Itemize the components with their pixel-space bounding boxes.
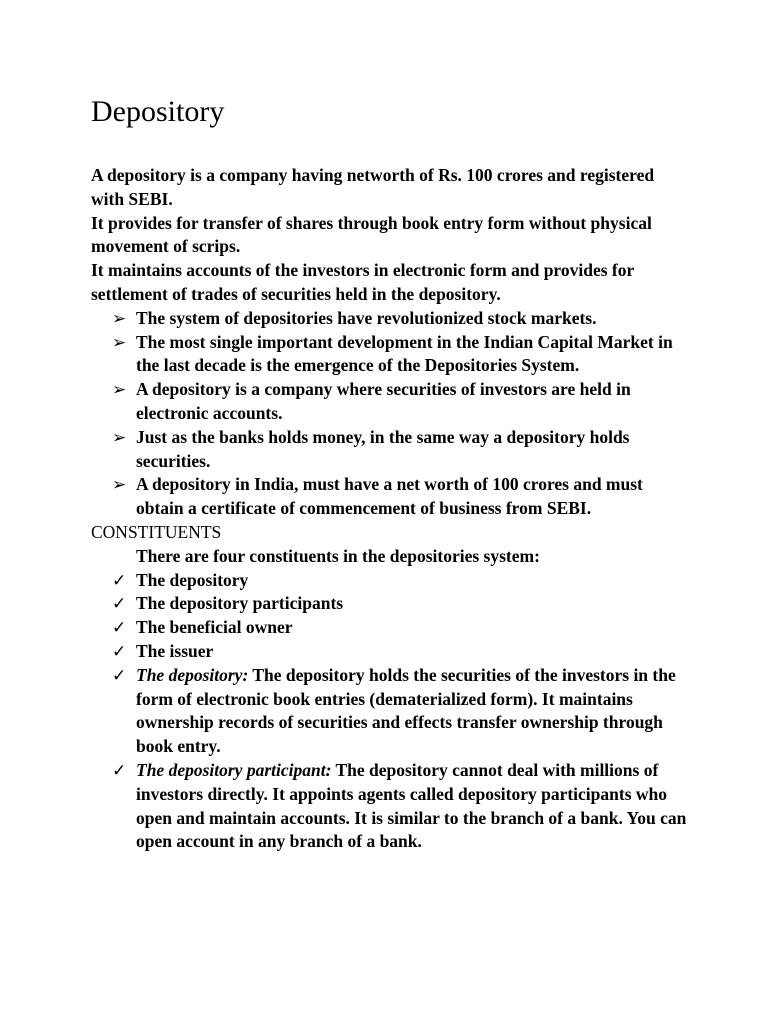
checkmark-bullet-icon: ✓ (112, 570, 127, 590)
arrow-bullet-list (91, 307, 691, 521)
list-item (91, 307, 691, 331)
list-item (91, 426, 691, 474)
list-item (91, 616, 691, 640)
check-bullet-list (91, 569, 691, 855)
arrowhead-bullet-icon: ➢ (112, 427, 127, 447)
paragraph: A depository is a company having networth of Rs. 100 crores and registered with SEBI. (91, 165, 655, 209)
list-item-text: The beneficial owner (136, 617, 293, 638)
paragraph: It maintains accounts of the investors in electronic form and provides for settlement of trades of securities held in the depository. (91, 260, 634, 304)
list-item-text: The most single important development in the Indian Capital Market in the last decade is the emergence of the Depositories System. (136, 331, 673, 376)
paragraph: It provides for transfer of shares through book entry form without physical movement of scrips. (91, 212, 652, 257)
list-item-text: The depository (136, 569, 249, 590)
section-heading: CONSTITUENTS (91, 521, 222, 542)
arrowhead-bullet-icon: ➢ (112, 380, 127, 400)
arrowhead-bullet-icon: ➢ (112, 308, 127, 328)
section-intro: There are four constituents in the depositories system: (136, 545, 540, 566)
list-item (91, 331, 691, 379)
arrowhead-bullet-icon: ➢ (112, 475, 127, 495)
list-item (91, 640, 691, 664)
page-title: Depository (91, 95, 225, 128)
list-item-text: A depository is a company where securities of investors are held in electronic accounts. (136, 379, 631, 423)
checkmark-bullet-icon: ✓ (112, 641, 127, 661)
arrowhead-bullet-icon: ➢ (112, 332, 127, 352)
definition-item (91, 759, 691, 854)
definition-text: The depository cannot deal with millions of investors directly. It appoints agents called depository participants who open and maintain accounts. It is similar to the branch of a bank. You can open account in any branch of a bank. (136, 759, 687, 852)
list-item-text: Just as the banks holds money, in the same way a depository holds securities. (136, 426, 630, 471)
list-item (91, 378, 691, 426)
definition-item (91, 664, 691, 759)
definition-term: The depository: (136, 664, 249, 685)
list-item-text: A depository in India, must have a net worth of 100 crores and must obtain a certificate of commencement of business from SEBI. (136, 474, 643, 519)
checkmark-bullet-icon: ✓ (112, 594, 127, 614)
list-item-text: The depository participants (136, 593, 344, 614)
list-item (91, 473, 691, 521)
list-item (91, 592, 691, 616)
checkmark-bullet-icon: ✓ (112, 618, 127, 638)
document-body (91, 164, 691, 854)
definition-text: The depository holds the securities of the investors in the form of electronic book entries (dematerialized form). It maintains ownership records of securities and effects transfer ownership through book entry. (136, 664, 676, 757)
list-item (91, 569, 691, 593)
list-item-text: The issuer (136, 640, 214, 661)
list-item-text: The system of depositories have revolutionized stock markets. (136, 307, 597, 328)
definition-term: The depository participant: (136, 759, 332, 780)
checkmark-bullet-icon: ✓ (112, 760, 127, 780)
checkmark-bullet-icon: ✓ (112, 665, 127, 685)
